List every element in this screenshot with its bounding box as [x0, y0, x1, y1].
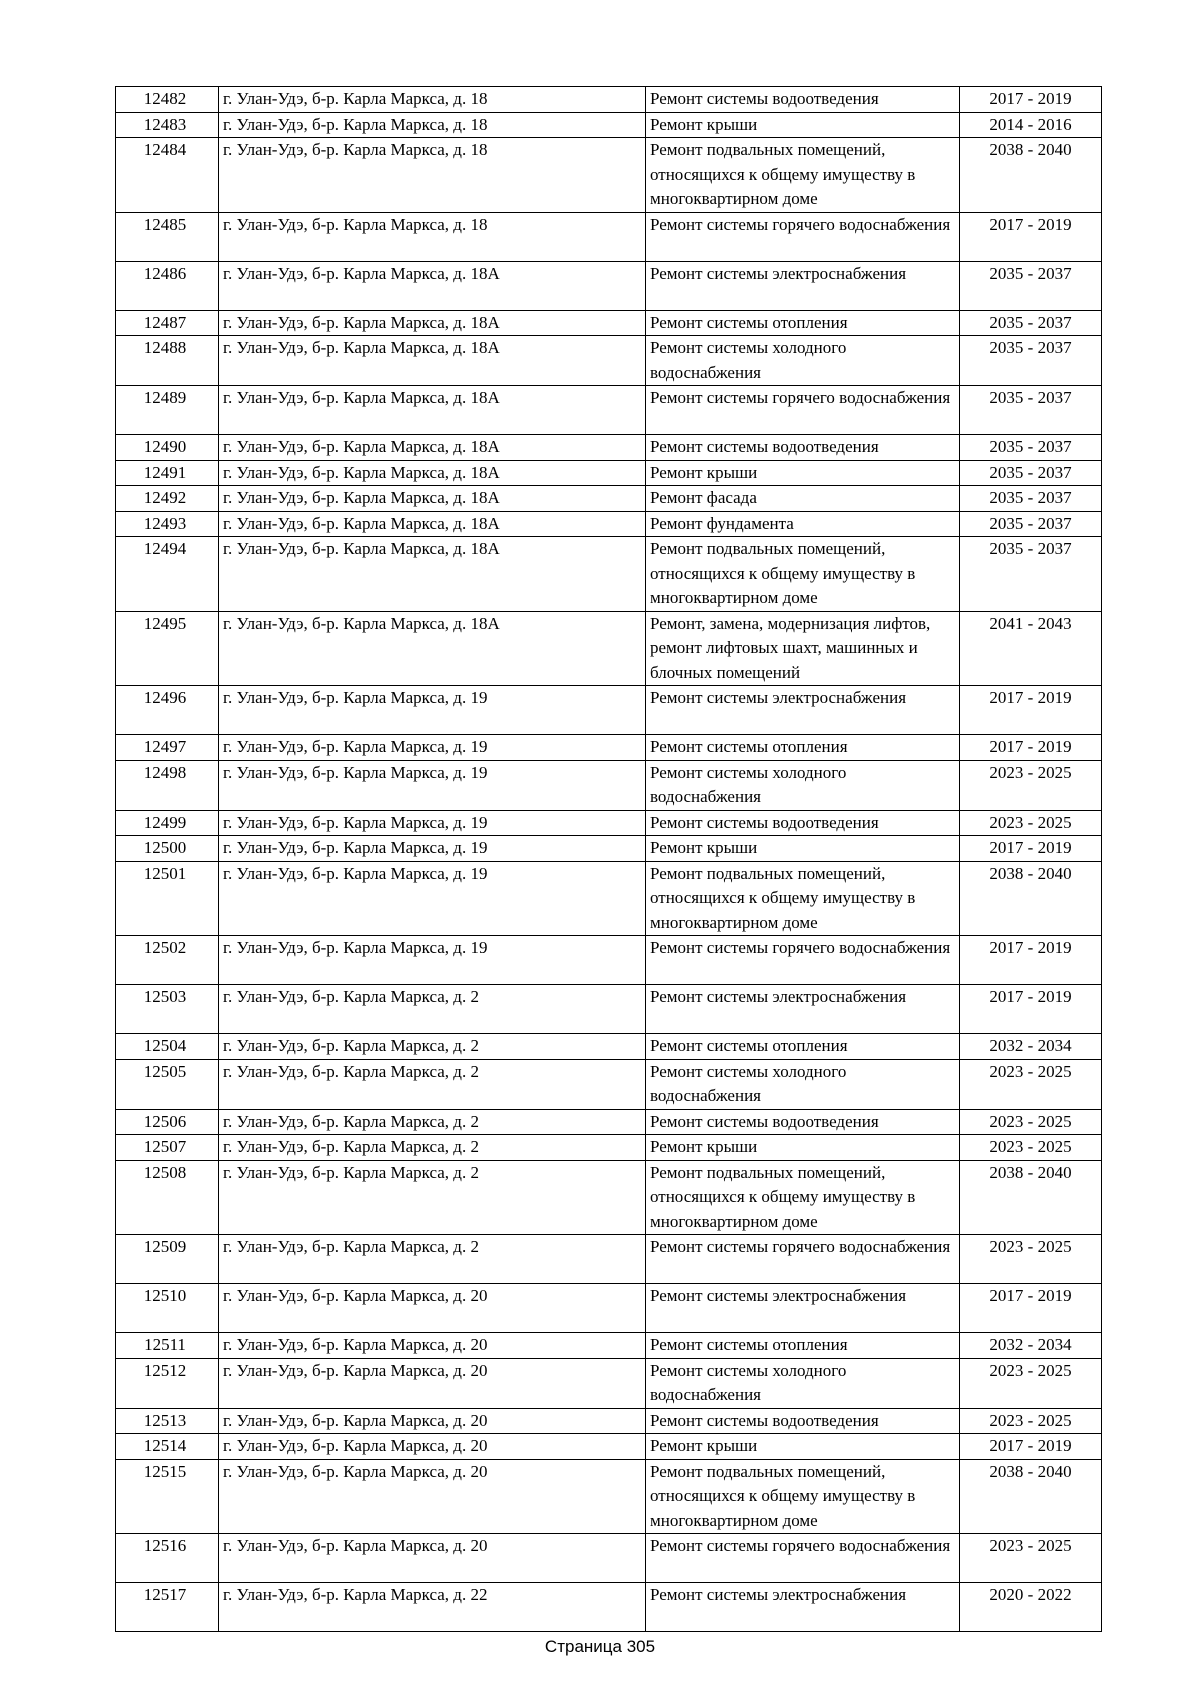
table-row [116, 511, 1102, 537]
cell-work-type: Ремонт подвальных помещений, относящихся к общему имуществу в многоквартирном доме [646, 537, 960, 612]
table-row [116, 1135, 1102, 1161]
table-row [116, 1059, 1102, 1109]
cell-work-type: Ремонт системы холодного водоснабжения [646, 760, 960, 810]
cell-work-type: Ремонт системы водоотведения [646, 810, 960, 836]
cell-work-type: Ремонт системы горячего водоснабжения [646, 936, 960, 985]
cell-number: 12483 [116, 112, 219, 138]
cell-address: г. Улан-Удэ, б-р. Карла Маркса, д. 18 [219, 138, 646, 213]
table-row [116, 1109, 1102, 1135]
cell-work-type: Ремонт, замена, модернизация лифтов, ремонт лифтовых шахт, машинных и блочных помещений [646, 611, 960, 686]
table-row [116, 87, 1102, 113]
cell-period: 2035 - 2037 [960, 435, 1102, 461]
cell-period: 2038 - 2040 [960, 1459, 1102, 1534]
table-row [116, 310, 1102, 336]
cell-number: 12482 [116, 87, 219, 113]
cell-work-type: Ремонт системы холодного водоснабжения [646, 1358, 960, 1408]
cell-period: 2014 - 2016 [960, 112, 1102, 138]
cell-number: 12485 [116, 212, 219, 261]
cell-work-type: Ремонт системы холодного водоснабжения [646, 336, 960, 386]
cell-number: 12517 [116, 1583, 219, 1632]
cell-number: 12514 [116, 1434, 219, 1460]
cell-period: 2023 - 2025 [960, 1358, 1102, 1408]
cell-work-type: Ремонт системы отопления [646, 1333, 960, 1359]
table-row [116, 1034, 1102, 1060]
cell-address: г. Улан-Удэ, б-р. Карла Маркса, д. 18 [219, 212, 646, 261]
cell-work-type: Ремонт крыши [646, 1135, 960, 1161]
cell-address: г. Улан-Удэ, б-р. Карла Маркса, д. 20 [219, 1284, 646, 1333]
cell-address: г. Улан-Удэ, б-р. Карла Маркса, д. 2 [219, 1059, 646, 1109]
cell-number: 12512 [116, 1358, 219, 1408]
cell-work-type: Ремонт фасада [646, 486, 960, 512]
table-row [116, 936, 1102, 985]
cell-address: г. Улан-Удэ, б-р. Карла Маркса, д. 2 [219, 1034, 646, 1060]
table-row [116, 760, 1102, 810]
cell-address: г. Улан-Удэ, б-р. Карла Маркса, д. 18А [219, 537, 646, 612]
repair-schedule-table [115, 86, 1102, 1632]
cell-period: 2023 - 2025 [960, 1534, 1102, 1583]
cell-work-type: Ремонт системы водоотведения [646, 435, 960, 461]
cell-address: г. Улан-Удэ, б-р. Карла Маркса, д. 2 [219, 985, 646, 1034]
table-row [116, 1583, 1102, 1632]
cell-work-type: Ремонт системы электроснабжения [646, 1583, 960, 1632]
cell-period: 2038 - 2040 [960, 861, 1102, 936]
cell-number: 12486 [116, 261, 219, 310]
cell-address: г. Улан-Удэ, б-р. Карла Маркса, д. 22 [219, 1583, 646, 1632]
cell-number: 12515 [116, 1459, 219, 1534]
repair-schedule-body [116, 87, 1102, 1632]
cell-period: 2017 - 2019 [960, 836, 1102, 862]
cell-number: 12496 [116, 686, 219, 735]
cell-address: г. Улан-Удэ, б-р. Карла Маркса, д. 19 [219, 836, 646, 862]
cell-period: 2017 - 2019 [960, 1284, 1102, 1333]
cell-work-type: Ремонт крыши [646, 1434, 960, 1460]
cell-work-type: Ремонт подвальных помещений, относящихся к общему имуществу в многоквартирном доме [646, 138, 960, 213]
table-row [116, 460, 1102, 486]
cell-number: 12511 [116, 1333, 219, 1359]
cell-number: 12489 [116, 386, 219, 435]
cell-work-type: Ремонт системы водоотведения [646, 87, 960, 113]
cell-address: г. Улан-Удэ, б-р. Карла Маркса, д. 18А [219, 336, 646, 386]
cell-period: 2017 - 2019 [960, 936, 1102, 985]
cell-number: 12495 [116, 611, 219, 686]
cell-period: 2032 - 2034 [960, 1333, 1102, 1359]
table-row [116, 486, 1102, 512]
cell-period: 2017 - 2019 [960, 985, 1102, 1034]
cell-address: г. Улан-Удэ, б-р. Карла Маркса, д. 18А [219, 511, 646, 537]
cell-number: 12507 [116, 1135, 219, 1161]
table-row [116, 261, 1102, 310]
cell-number: 12503 [116, 985, 219, 1034]
table-row [116, 836, 1102, 862]
cell-work-type: Ремонт системы горячего водоснабжения [646, 212, 960, 261]
table-row [116, 810, 1102, 836]
cell-period: 2035 - 2037 [960, 486, 1102, 512]
cell-work-type: Ремонт системы электроснабжения [646, 261, 960, 310]
table-row [116, 336, 1102, 386]
cell-address: г. Улан-Удэ, б-р. Карла Маркса, д. 20 [219, 1534, 646, 1583]
cell-number: 12497 [116, 735, 219, 761]
cell-period: 2023 - 2025 [960, 760, 1102, 810]
cell-work-type: Ремонт системы водоотведения [646, 1109, 960, 1135]
cell-number: 12506 [116, 1109, 219, 1135]
cell-period: 2017 - 2019 [960, 212, 1102, 261]
cell-period: 2035 - 2037 [960, 511, 1102, 537]
cell-period: 2038 - 2040 [960, 1160, 1102, 1235]
cell-address: г. Улан-Удэ, б-р. Карла Маркса, д. 18 [219, 112, 646, 138]
cell-work-type: Ремонт системы горячего водоснабжения [646, 1235, 960, 1284]
cell-period: 2017 - 2019 [960, 87, 1102, 113]
table-row [116, 1160, 1102, 1235]
table-row [116, 112, 1102, 138]
cell-work-type: Ремонт подвальных помещений, относящихся к общему имуществу в многоквартирном доме [646, 1160, 960, 1235]
cell-number: 12513 [116, 1408, 219, 1434]
table-row [116, 435, 1102, 461]
cell-period: 2032 - 2034 [960, 1034, 1102, 1060]
cell-work-type: Ремонт системы горячего водоснабжения [646, 386, 960, 435]
cell-number: 12499 [116, 810, 219, 836]
cell-work-type: Ремонт системы отопления [646, 310, 960, 336]
cell-work-type: Ремонт системы электроснабжения [646, 686, 960, 735]
table-row [116, 1459, 1102, 1534]
cell-number: 12498 [116, 760, 219, 810]
cell-period: 2023 - 2025 [960, 810, 1102, 836]
table-row [116, 1358, 1102, 1408]
cell-work-type: Ремонт системы электроснабжения [646, 1284, 960, 1333]
cell-period: 2017 - 2019 [960, 686, 1102, 735]
cell-period: 2038 - 2040 [960, 138, 1102, 213]
cell-address: г. Улан-Удэ, б-р. Карла Маркса, д. 18 [219, 87, 646, 113]
cell-address: г. Улан-Удэ, б-р. Карла Маркса, д. 2 [219, 1109, 646, 1135]
cell-period: 2041 - 2043 [960, 611, 1102, 686]
cell-number: 12491 [116, 460, 219, 486]
table-row [116, 212, 1102, 261]
cell-work-type: Ремонт системы горячего водоснабжения [646, 1534, 960, 1583]
cell-period: 2017 - 2019 [960, 1434, 1102, 1460]
cell-number: 12509 [116, 1235, 219, 1284]
cell-number: 12494 [116, 537, 219, 612]
cell-address: г. Улан-Удэ, б-р. Карла Маркса, д. 18А [219, 435, 646, 461]
cell-period: 2035 - 2037 [960, 537, 1102, 612]
cell-work-type: Ремонт крыши [646, 112, 960, 138]
cell-address: г. Улан-Удэ, б-р. Карла Маркса, д. 20 [219, 1333, 646, 1359]
table-row [116, 611, 1102, 686]
cell-number: 12510 [116, 1284, 219, 1333]
cell-work-type: Ремонт подвальных помещений, относящихся к общему имуществу в многоквартирном доме [646, 1459, 960, 1534]
cell-work-type: Ремонт системы электроснабжения [646, 985, 960, 1034]
cell-work-type: Ремонт фундамента [646, 511, 960, 537]
cell-work-type: Ремонт подвальных помещений, относящихся к общему имуществу в многоквартирном доме [646, 861, 960, 936]
table-row [116, 537, 1102, 612]
cell-number: 12487 [116, 310, 219, 336]
cell-number: 12484 [116, 138, 219, 213]
cell-period: 2035 - 2037 [960, 336, 1102, 386]
cell-address: г. Улан-Удэ, б-р. Карла Маркса, д. 19 [219, 810, 646, 836]
cell-number: 12490 [116, 435, 219, 461]
table-row [116, 386, 1102, 435]
cell-number: 12501 [116, 861, 219, 936]
table-row [116, 1408, 1102, 1434]
table-row [116, 1434, 1102, 1460]
cell-address: г. Улан-Удэ, б-р. Карла Маркса, д. 2 [219, 1160, 646, 1235]
cell-number: 12492 [116, 486, 219, 512]
cell-period: 2023 - 2025 [960, 1408, 1102, 1434]
cell-address: г. Улан-Удэ, б-р. Карла Маркса, д. 19 [219, 760, 646, 810]
cell-address: г. Улан-Удэ, б-р. Карла Маркса, д. 20 [219, 1408, 646, 1434]
table-row [116, 138, 1102, 213]
cell-number: 12508 [116, 1160, 219, 1235]
cell-work-type: Ремонт крыши [646, 836, 960, 862]
cell-number: 12488 [116, 336, 219, 386]
cell-address: г. Улан-Удэ, б-р. Карла Маркса, д. 19 [219, 735, 646, 761]
cell-work-type: Ремонт системы холодного водоснабжения [646, 1059, 960, 1109]
table-row [116, 735, 1102, 761]
cell-number: 12504 [116, 1034, 219, 1060]
cell-address: г. Улан-Удэ, б-р. Карла Маркса, д. 19 [219, 936, 646, 985]
cell-address: г. Улан-Удэ, б-р. Карла Маркса, д. 20 [219, 1434, 646, 1460]
cell-address: г. Улан-Удэ, б-р. Карла Маркса, д. 19 [219, 861, 646, 936]
cell-work-type: Ремонт крыши [646, 460, 960, 486]
cell-period: 2023 - 2025 [960, 1235, 1102, 1284]
cell-address: г. Улан-Удэ, б-р. Карла Маркса, д. 18А [219, 460, 646, 486]
cell-period: 2035 - 2037 [960, 460, 1102, 486]
cell-number: 12500 [116, 836, 219, 862]
cell-address: г. Улан-Удэ, б-р. Карла Маркса, д. 2 [219, 1135, 646, 1161]
cell-work-type: Ремонт системы отопления [646, 735, 960, 761]
cell-address: г. Улан-Удэ, б-р. Карла Маркса, д. 19 [219, 686, 646, 735]
table-row [116, 1534, 1102, 1583]
cell-period: 2035 - 2037 [960, 310, 1102, 336]
cell-number: 12493 [116, 511, 219, 537]
cell-period: 2023 - 2025 [960, 1059, 1102, 1109]
cell-period: 2023 - 2025 [960, 1135, 1102, 1161]
cell-work-type: Ремонт системы водоотведения [646, 1408, 960, 1434]
cell-address: г. Улан-Удэ, б-р. Карла Маркса, д. 20 [219, 1358, 646, 1408]
cell-period: 2035 - 2037 [960, 386, 1102, 435]
table-row [116, 1235, 1102, 1284]
cell-period: 2035 - 2037 [960, 261, 1102, 310]
cell-address: г. Улан-Удэ, б-р. Карла Маркса, д. 18А [219, 386, 646, 435]
cell-period: 2017 - 2019 [960, 735, 1102, 761]
cell-address: г. Улан-Удэ, б-р. Карла Маркса, д. 20 [219, 1459, 646, 1534]
cell-number: 12505 [116, 1059, 219, 1109]
page-number: Страница 305 [544, 1637, 656, 1656]
cell-address: г. Улан-Удэ, б-р. Карла Маркса, д. 18А [219, 261, 646, 310]
cell-address: г. Улан-Удэ, б-р. Карла Маркса, д. 18А [219, 310, 646, 336]
cell-number: 12516 [116, 1534, 219, 1583]
table-row [116, 1333, 1102, 1359]
cell-work-type: Ремонт системы отопления [646, 1034, 960, 1060]
cell-period: 2023 - 2025 [960, 1109, 1102, 1135]
cell-address: г. Улан-Удэ, б-р. Карла Маркса, д. 18А [219, 611, 646, 686]
cell-address: г. Улан-Удэ, б-р. Карла Маркса, д. 18А [219, 486, 646, 512]
cell-address: г. Улан-Удэ, б-р. Карла Маркса, д. 2 [219, 1235, 646, 1284]
table-row [116, 985, 1102, 1034]
table-row [116, 686, 1102, 735]
table-row [116, 861, 1102, 936]
cell-period: 2020 - 2022 [960, 1583, 1102, 1632]
table-row [116, 1284, 1102, 1333]
cell-number: 12502 [116, 936, 219, 985]
